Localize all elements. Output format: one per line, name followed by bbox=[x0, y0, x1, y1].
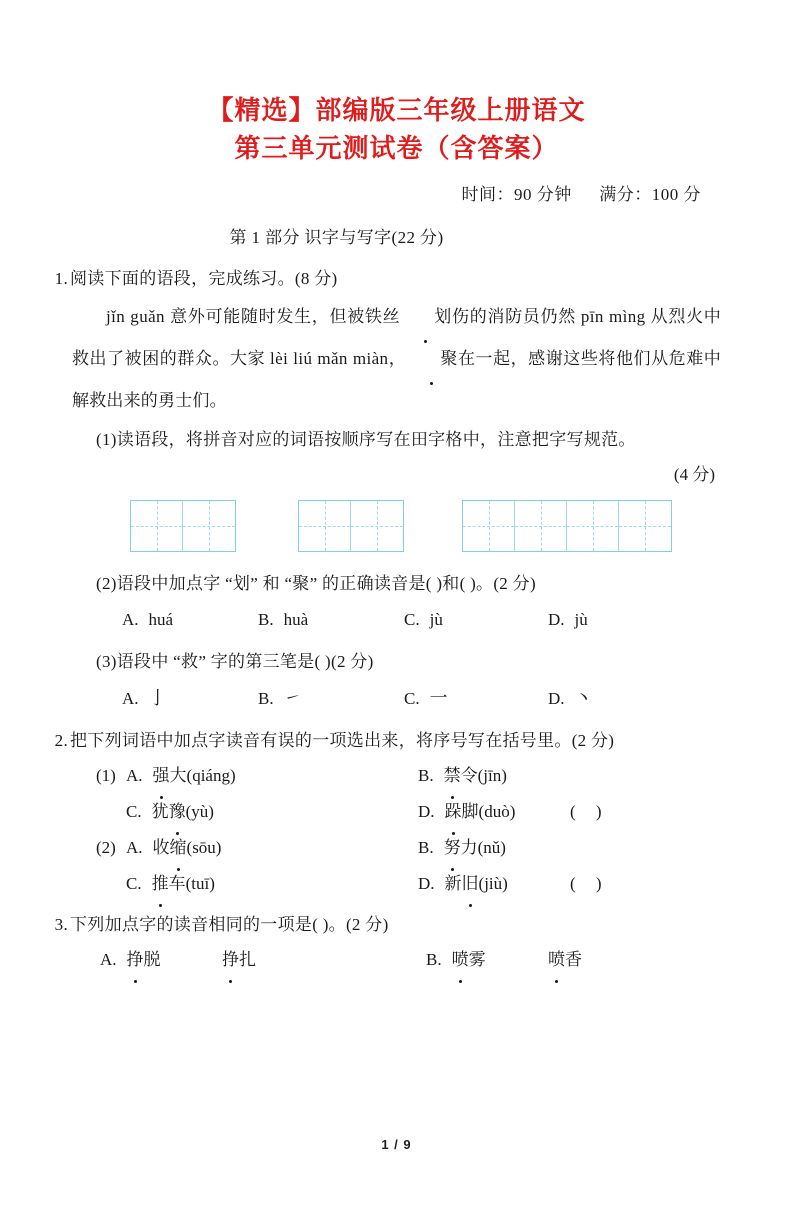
question-1-sub-2-options bbox=[0, 602, 793, 638]
g1-option-D[interactable] bbox=[418, 794, 515, 830]
question-2-stem: 把下列词语中加点字读音有误的一项选出来，将序号写在括号里。(2 分) bbox=[70, 731, 615, 750]
q3-option-B-word1-dotted: 喷 bbox=[452, 942, 469, 978]
question-1-sub-1: (1)读语段，将拼音对应的词语按顺序写在田字格中，注意把字写规范。 bbox=[96, 430, 636, 449]
g2-option-A-label: A. bbox=[126, 838, 143, 857]
tianzige-cell[interactable] bbox=[515, 501, 567, 551]
stroke-option-A-label: A. bbox=[122, 689, 139, 708]
dotted-char-ju: 聚 bbox=[406, 338, 457, 380]
question-1-sub-1-score: (4 分) bbox=[673, 465, 715, 484]
tianzige-cell[interactable] bbox=[299, 501, 351, 551]
g2-option-D-pinyin: (jiù) bbox=[478, 874, 508, 893]
g2-option-C[interactable] bbox=[126, 866, 215, 902]
g2-option-D-label: D. bbox=[418, 874, 435, 893]
stroke-option-B[interactable] bbox=[258, 680, 302, 717]
g2-option-A-word-first: 收 bbox=[152, 838, 170, 857]
g2-option-A[interactable] bbox=[126, 830, 221, 866]
g2-option-C-pinyin: (tuī) bbox=[185, 874, 215, 893]
passage-pinyin-1: jǐn guǎn bbox=[106, 307, 171, 326]
group-1-answer-blank[interactable]: ( ) bbox=[570, 802, 610, 821]
question-2-stem-row bbox=[0, 724, 793, 758]
g2-option-D-word-first: 新 bbox=[444, 874, 462, 893]
g2-option-A-pinyin: (sōu) bbox=[186, 838, 222, 857]
g2-option-A-dotted-char: 缩 bbox=[170, 830, 187, 866]
g1-option-B-pinyin: (jīn) bbox=[477, 766, 507, 785]
paper-title bbox=[0, 92, 793, 168]
g2-option-C-label: C. bbox=[126, 874, 142, 893]
question-1 bbox=[0, 262, 793, 716]
q3-option-A-word1-dotted: 挣 bbox=[127, 942, 144, 978]
question-2-group-2-row-1 bbox=[0, 830, 793, 866]
g1-option-C-label: C. bbox=[126, 802, 142, 821]
stroke-horizontal-icon: 一 bbox=[429, 688, 448, 708]
g1-option-B-dotted-char: 禁 bbox=[444, 758, 461, 794]
test-paper-page bbox=[0, 92, 793, 1214]
stroke-option-C-label: C. bbox=[404, 689, 420, 708]
g1-option-D-dotted-char: 跺 bbox=[445, 794, 462, 830]
question-3-stem: 下列加点字的读音相同的一项是( )。(2 分) bbox=[70, 915, 389, 934]
question-1-stem-row bbox=[0, 262, 793, 296]
g2-option-C-dotted-char: 推 bbox=[152, 866, 169, 902]
q3-option-B-word2-rest: 香 bbox=[565, 950, 582, 969]
question-2-group-1-row-1 bbox=[0, 758, 793, 794]
option-D-label: D. bbox=[548, 610, 565, 629]
g1-option-C-pinyin: (yù) bbox=[185, 802, 214, 821]
option-C[interactable] bbox=[404, 602, 443, 638]
g1-option-C[interactable] bbox=[126, 794, 214, 830]
group-2-prefix: (2) bbox=[96, 838, 116, 857]
g2-option-D[interactable] bbox=[418, 866, 508, 902]
stroke-option-A[interactable] bbox=[122, 680, 167, 717]
q3-option-B-label: B. bbox=[426, 950, 442, 969]
g2-option-B-pinyin: (nǔ) bbox=[477, 838, 506, 857]
tianzige-cell[interactable] bbox=[619, 501, 671, 551]
g2-option-B-label: B. bbox=[418, 838, 434, 857]
question-1-sub-3-options bbox=[0, 680, 793, 716]
title-line-1: 【精选】部编版三年级上册语文 bbox=[207, 96, 586, 125]
stroke-hook-icon: 亅 bbox=[148, 688, 167, 708]
question-2-group-2-row-2 bbox=[0, 866, 793, 902]
tianzige-group-2[interactable] bbox=[298, 500, 404, 552]
question-1-stem: 阅读下面的语段，完成练习。(8 分) bbox=[70, 269, 338, 288]
g1-option-A[interactable] bbox=[126, 758, 236, 794]
total-score-label: 满分：100 分 bbox=[599, 185, 701, 204]
tianzige-cell[interactable] bbox=[567, 501, 619, 551]
g2-option-B-dotted-char: 努 bbox=[444, 830, 461, 866]
g1-option-D-label: D. bbox=[418, 802, 435, 821]
passage-text-1: 意外可能随时发生，但被铁丝 bbox=[170, 307, 401, 326]
g1-option-A-word-rest: 大 bbox=[169, 766, 187, 785]
option-A[interactable] bbox=[122, 602, 173, 638]
passage-pinyin-3: lèi liú mǎn miàn bbox=[270, 349, 389, 368]
option-B-label: B. bbox=[258, 610, 274, 629]
g2-option-B[interactable] bbox=[418, 830, 506, 866]
tianzige-cell[interactable] bbox=[351, 501, 403, 551]
g1-option-B-label: B. bbox=[418, 766, 434, 785]
stroke-dot-icon: 丶 bbox=[574, 688, 593, 708]
g1-option-A-dotted-char: 强 bbox=[153, 758, 170, 794]
g1-option-C-word-first: 犹 bbox=[151, 802, 169, 821]
g1-option-B[interactable] bbox=[418, 758, 507, 794]
time-label: 时间：90 分钟 bbox=[461, 185, 572, 204]
g1-option-C-dotted-char: 豫 bbox=[169, 794, 186, 830]
option-B[interactable] bbox=[258, 602, 308, 638]
passage-text-4: ， bbox=[388, 349, 407, 368]
g2-option-C-word-rest: 车 bbox=[168, 874, 186, 893]
page-number-footer: 1 / 9 bbox=[381, 1137, 412, 1152]
option-B-value: huà bbox=[283, 610, 309, 629]
passage-pinyin-2: pīn mìng bbox=[580, 307, 651, 326]
g2-option-B-word-rest: 力 bbox=[460, 838, 478, 857]
tianzige-cell[interactable] bbox=[131, 501, 183, 551]
passage-text-2: 伤的消防员仍然 bbox=[451, 307, 581, 326]
q3-option-A[interactable] bbox=[100, 942, 161, 978]
g2-option-D-dotted-char: 旧 bbox=[462, 866, 479, 902]
tianzige-cell[interactable] bbox=[183, 501, 235, 551]
q3-option-B[interactable] bbox=[426, 942, 486, 978]
question-1-sub-3: (3)语段中 “救” 字的第三笔是( )(2 分) bbox=[96, 652, 374, 671]
tianzige-group-3[interactable] bbox=[462, 500, 672, 552]
question-3-options bbox=[0, 942, 793, 978]
question-1-sub-2: (2)语段中加点字 “划” 和 “聚” 的正确读音是( )和( )。(2 分) bbox=[96, 574, 536, 593]
q3-option-B-word2-dotted: 喷 bbox=[548, 942, 565, 978]
question-1-number: 1. bbox=[54, 269, 68, 288]
stroke-option-D-label: D. bbox=[548, 689, 565, 708]
group-2-answer-blank[interactable]: ( ) bbox=[570, 874, 610, 893]
option-C-label: C. bbox=[404, 610, 420, 629]
option-A-label: A. bbox=[122, 610, 139, 629]
g1-option-A-label: A. bbox=[126, 766, 143, 785]
question-2-number: 2. bbox=[54, 731, 68, 750]
group-1-prefix: (1) bbox=[96, 766, 116, 785]
passage-text-5: 在一起，感谢这些将他们从危难中解救出来的勇士们。 bbox=[72, 349, 722, 410]
question-3-number: 3. bbox=[54, 915, 68, 934]
option-C-value: jù bbox=[429, 610, 443, 629]
section-heading: 第 1 部分 识字与写字(22 分) bbox=[229, 228, 444, 247]
q3-option-A-word2-rest: 扎 bbox=[239, 950, 256, 969]
option-A-value: huá bbox=[148, 610, 174, 629]
q3-option-A-label: A. bbox=[100, 950, 117, 969]
q3-option-B-word1-rest: 雾 bbox=[468, 950, 486, 969]
q3-option-A-word2[interactable] bbox=[222, 942, 256, 978]
tianzige-cell[interactable] bbox=[463, 501, 515, 551]
dotted-char-hua: 划 bbox=[400, 296, 451, 338]
g1-option-A-pinyin: (qiáng) bbox=[186, 766, 236, 785]
question-2 bbox=[0, 724, 793, 902]
tianzige-row bbox=[0, 500, 793, 556]
stroke-option-D[interactable] bbox=[548, 680, 593, 717]
option-D[interactable] bbox=[548, 602, 588, 638]
q3-option-A-word2-dotted: 挣 bbox=[222, 942, 239, 978]
q3-option-B-word2[interactable] bbox=[548, 942, 582, 978]
passage-text-3: 从烈火中救出了被困的群众。大家 bbox=[72, 307, 721, 368]
g1-option-D-pinyin: (duò) bbox=[478, 802, 516, 821]
option-D-value: jù bbox=[574, 610, 588, 629]
stroke-option-B-label: B. bbox=[258, 689, 274, 708]
g1-option-D-word-rest: 脚 bbox=[461, 802, 479, 821]
stroke-rising-icon: ㇀ bbox=[283, 688, 302, 708]
g1-option-B-word-rest: 令 bbox=[460, 766, 478, 785]
title-line-2: 第三单元测试卷（含答案） bbox=[234, 134, 559, 163]
paper-meta bbox=[0, 182, 793, 208]
tianzige-group-1[interactable] bbox=[130, 500, 236, 552]
question-3 bbox=[0, 908, 793, 978]
question-3-stem-row bbox=[0, 908, 793, 942]
question-2-group-1-row-2 bbox=[0, 794, 793, 830]
question-1-passage bbox=[0, 296, 793, 422]
stroke-option-C[interactable] bbox=[404, 680, 448, 717]
q3-option-A-word1-rest: 脱 bbox=[143, 950, 161, 969]
